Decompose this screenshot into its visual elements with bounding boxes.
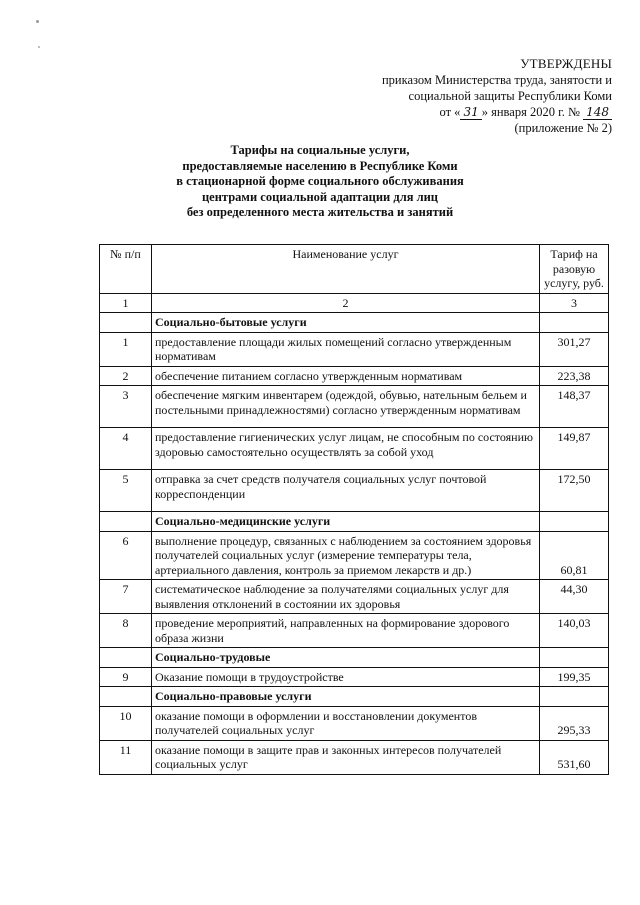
tariffs-table [99,244,609,775]
index-cell: 1 [100,293,152,313]
service-name: оказание помощи в защите прав и законных интересов получателей социальных услуг [152,740,540,774]
service-number: 11 [100,740,152,774]
section-num-cell [100,648,152,668]
table-row [100,386,609,428]
index-cell: 3 [540,293,609,313]
table-index-row [100,293,609,313]
table-row [100,531,609,580]
section-price-cell [540,512,609,532]
service-name: обеспечение мягким инвентарем (одеждой, обувью, нательным бельем и постельными принадлежностями) согласно утвержденным нормативам [152,386,540,428]
service-price: 149,87 [540,428,609,470]
approval-appendix: (приложение № 2) [514,121,612,135]
table-row [100,366,609,386]
service-name: оказание помощи в оформлении и восстановлении документов получателей социальных услуг [152,706,540,740]
title-line-1: Тарифы на социальные услуги, [230,143,410,157]
service-number: 3 [100,386,152,428]
title-line-3: в стационарной форме социального обслуживания [176,174,464,188]
service-number: 1 [100,332,152,366]
section-num-cell [100,512,152,532]
scan-speck [36,20,39,23]
service-price: 140,03 [540,614,609,648]
title-line-4: центрами социальной адаптации для лиц [201,189,439,204]
service-number: 2 [100,366,152,386]
approval-line-2: социальной защиты Республики Коми [408,89,612,103]
approval-day-handwritten: 31 [460,106,481,120]
section-price-cell [540,687,609,707]
service-price: 531,60 [540,740,609,774]
section-title: Социально-трудовые [152,648,540,668]
header-price: Тариф на разовую услугу, руб. [540,245,609,294]
service-name: отправка за счет средств получателя социальных услуг почтовой корреспонденции [152,470,540,512]
service-name: выполнение процедур, связанных с наблюдением за состоянием здоровья получателей социальных услуг (измерение температуры тела, артериального давления, контроль за приемом лекарств и др.) [152,531,540,580]
title-line-5: без определенного места жительства и занятий [186,205,454,219]
section-row [100,512,609,532]
table-row [100,740,609,774]
document-title [0,143,640,221]
service-price: 199,35 [540,667,609,687]
section-row [100,648,609,668]
approval-date-line [382,104,612,120]
table-row [100,332,609,366]
title-line-2: предоставляемые населению в Республике Коми [182,158,458,173]
section-price-cell [540,313,609,333]
header-name: Наименование услуг [152,245,540,294]
section-num-cell [100,687,152,707]
service-name: Оказание помощи в трудоустройстве [152,667,540,687]
approval-stamp [382,56,612,136]
service-name: проведение мероприятий, направленных на формирование здорового образа жизни [152,614,540,648]
service-name: обеспечение питанием согласно утвержденным нормативам [152,366,540,386]
service-name: систематическое наблюдение за получателями социальных услуг для выявления отклонений в состоянии их здоровья [152,580,540,614]
approval-heading: УТВЕРЖДЕНЫ [520,56,612,71]
service-name: предоставление площади жилых помещений согласно утвержденным нормативам [152,332,540,366]
service-number: 10 [100,706,152,740]
approval-date-middle: » января 2020 г. № [481,105,580,119]
table-row [100,470,609,512]
section-row [100,313,609,333]
header-num: № п/п [100,245,152,294]
service-number: 4 [100,428,152,470]
service-price: 44,30 [540,580,609,614]
service-price: 301,27 [540,332,609,366]
service-price: 60,81 [540,531,609,580]
table-row [100,706,609,740]
section-title: Социально-медицинские услуги [152,512,540,532]
service-price: 295,33 [540,706,609,740]
table-row [100,667,609,687]
table-row [100,580,609,614]
service-price: 148,37 [540,386,609,428]
service-name: предоставление гигиенических услуг лицам, не способным по состоянию здоровью самостоятельно осуществлять за собой уход [152,428,540,470]
approval-line-1: приказом Министерства труда, занятости и [381,73,612,87]
service-number: 5 [100,470,152,512]
table-header-row [100,245,609,294]
section-row [100,687,609,707]
service-price: 223,38 [540,366,609,386]
section-num-cell [100,313,152,333]
section-title: Социально-правовые услуги [152,687,540,707]
service-number: 8 [100,614,152,648]
approval-date-prefix: от « [439,105,461,119]
service-price: 172,50 [540,470,609,512]
index-cell: 2 [152,293,540,313]
approval-number-handwritten: 148 [583,106,612,120]
service-number: 6 [100,531,152,580]
table-row [100,614,609,648]
table-row [100,428,609,470]
service-number: 9 [100,667,152,687]
section-title: Социально-бытовые услуги [152,313,540,333]
scan-speck [38,46,40,48]
service-number: 7 [100,580,152,614]
section-price-cell [540,648,609,668]
